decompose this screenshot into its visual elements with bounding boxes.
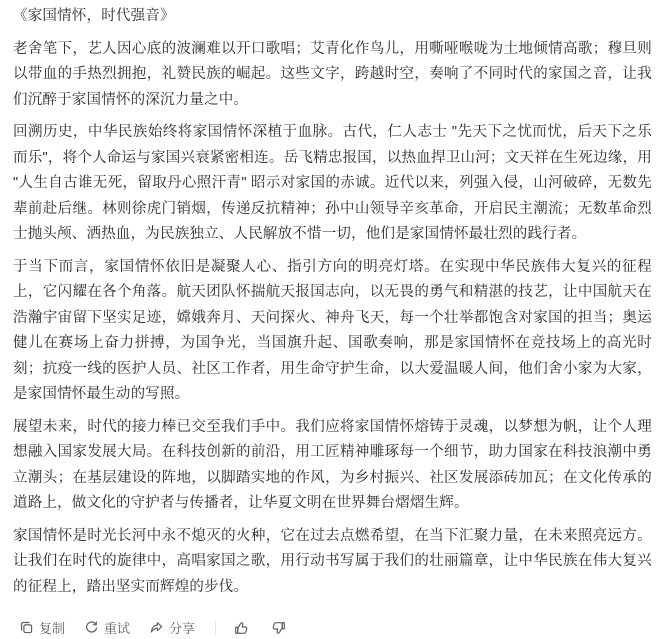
- share-icon: [149, 620, 164, 635]
- essay-paragraph-1: 老舍笔下，艺人因心底的波澜难以开口歌唱；艾青化作鸟儿，用嘶哑喉咙为土地倾情高歌；穆旦则以带血的手热烈拥抱，礼赞民族的崛起。这些文字，跨越时空，奏响了不同时代的家国之音，让我们沉醉于家国情怀的深沉力量之中。: [13, 40, 652, 108]
- retry-label: 重试: [104, 621, 131, 636]
- thumbs-down-button[interactable]: [268, 618, 290, 638]
- thumbs-up-button[interactable]: [230, 618, 252, 638]
- thumbs-up-icon: [233, 620, 249, 636]
- essay-paragraph-2: 回溯历史，中华民族始终将家国情怀深植于血脉。古代，仁人志士 "先天下之忧而忧，后天下之乐而乐"，将个人命运与家国兴衰紧密相连。岳飞精忠报国，以热血捍卫山河；文天祥在生死边缘，用 "人生自古谁无死，留取丹心照汗青" 昭示对家国的赤诚。近代以来，列强入侵，山河破碎，无数先辈前赴后继。林则徐虎门销烟，传递反抗精神；孙中山领导辛亥革命，开启民主潮流；无数革命烈士抛头颅、洒热血，为民族独立、人民解放不惜一切，他们是家国情怀最壮烈的践行者。: [13, 124, 652, 242]
- copy-icon: [19, 620, 34, 635]
- toolbar-divider: [215, 621, 216, 635]
- share-label: 分享: [169, 621, 196, 636]
- essay-title: 《家国情怀，时代强音》: [13, 8, 175, 24]
- thumbs-down-icon: [271, 620, 287, 636]
- essay-paragraph-5: 家国情怀是时光长河中永不熄灭的火种，它在过去点燃希望，在当下汇聚力量，在未来照亮远方。让我们在时代的旋律中，高唱家国之歌，用行动书写属于我们的壮丽篇章，让中华民族在伟大复兴的征程上，踏出坚实而辉煌的步伐。: [13, 527, 652, 595]
- essay-paragraph-4: 展望未来，时代的接力棒已交至我们手中。我们应将家国情怀熔铸于灵魂，以梦想为帆，让个人理想融入国家发展大局。在科技创新的前沿，用工匠精神雕琢每一个细节，助力国家在科技浪潮中勇立潮头；在基层建设的阵地，以脚踏实地的作风，为乡村振兴、社区发展添砖加瓦；在文化传承的道路上，做文化的守护者与传播者，让华夏文明在世界舞台熠熠生辉。: [13, 418, 652, 511]
- essay-paragraph-3: 于当下而言，家国情怀依旧是凝聚人心、指引方向的明亮灯塔。在实现中华民族伟大复兴的征程上，它闪耀在各个角落。航天团队怀揣航天报国志向，以无畏的勇气和精湛的技艺，让中国航天在浩瀚宇宙留下坚实足迹，嫦娥奔月、天问探火、神舟飞天，每一个壮举都饱含对家国的担当；奥运健儿在赛场上奋力拼搏，为国争光，当国旗升起、国歌奏响，那是家国情怀在竞技场上的高光时刻；抗疫一线的医护人员、社区工作者，用生命守护生命，以大爱温暖人间，他们舍小家为大家，是家国情怀最生动的写照。: [13, 258, 652, 402]
- copy-label: 复制: [39, 621, 66, 636]
- retry-icon: [84, 620, 99, 635]
